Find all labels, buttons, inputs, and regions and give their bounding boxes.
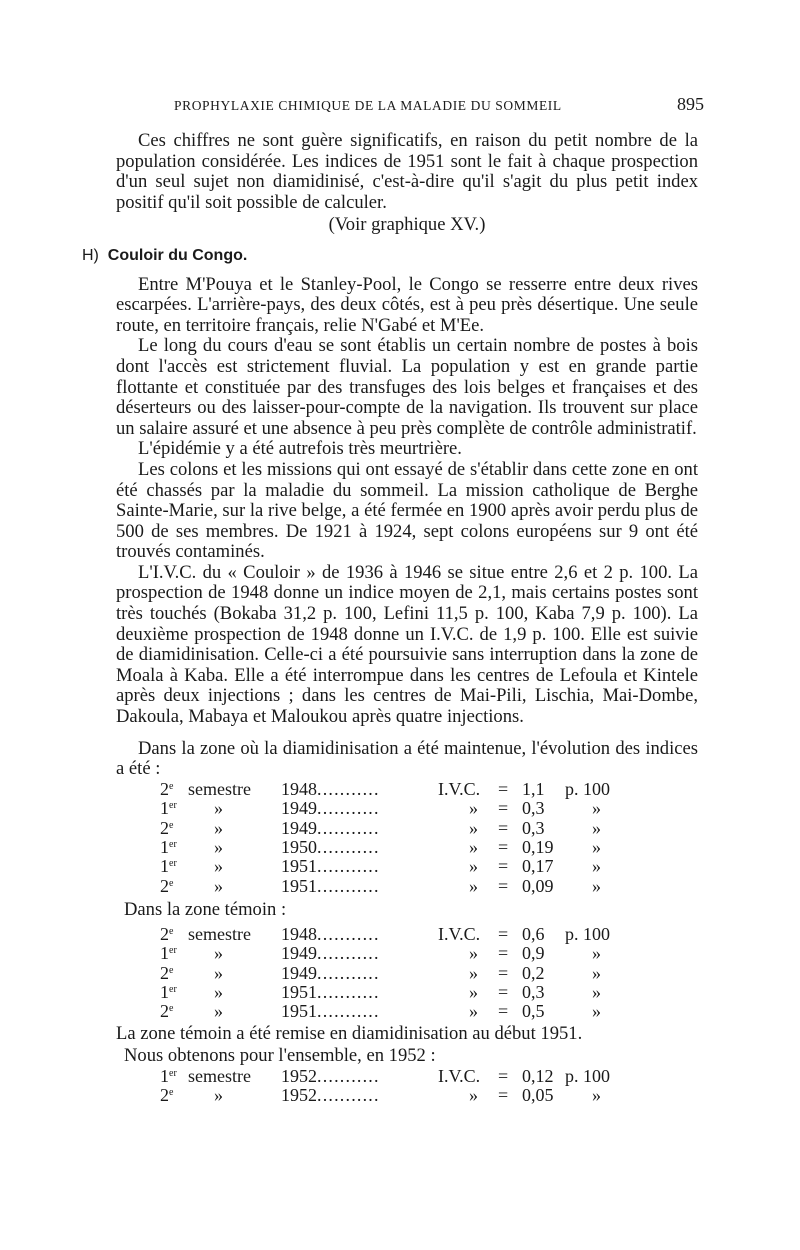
cell-unit: »	[592, 817, 601, 838]
cell-indicator: »	[469, 981, 478, 1002]
leader-dots: ...........	[317, 875, 380, 896]
cell-unit: »	[592, 875, 601, 896]
paragraph: Le long du cours d'eau se sont établis un certain nombre de postes à bois dont l'accès est strictement fluvial. La population y est en grande partie flottante et constituée par des transfuges des lois belges et françaises et des déserteurs ou des laisser-pour-compte de la navigation. Ils trouvent sur place un salaire assuré et une absence à peu près complète de contrôle administratif.	[116, 335, 698, 439]
cell-year	[281, 1086, 380, 1105]
paragraph: L'épidémie y a été autrefois très meurtrière.	[138, 438, 462, 460]
cell-indicator: »	[469, 817, 478, 838]
cell-value: 0,09	[522, 875, 554, 896]
year-value: 1949	[281, 817, 317, 838]
cell-indicator: »	[469, 1085, 478, 1106]
cell-indicator: »	[469, 798, 478, 819]
cell-year	[281, 838, 380, 857]
leader-dots: ...........	[317, 798, 380, 819]
cell-ordinal	[160, 964, 173, 983]
leader-dots: ...........	[317, 943, 380, 964]
cell-ordinal	[160, 944, 177, 963]
cell-year	[281, 925, 380, 944]
table-row	[116, 1002, 698, 1021]
cell-value: 0,9	[522, 943, 545, 964]
paragraph: L'I.V.C. du « Couloir » de 1936 à 1946 se situe entre 2,6 et 2 p. 100. La prospection de 1948 donne un indice moyen de 2,1, mais certains postes sont très touchés (Bokaba 31,2 p. 100, Lefini 11,5 p. 100, Kaba 7,9 p. 100). La deuxième prospection de 1948 donne un I.V.C. de 1,9 p. 100. Elle est suivie de diamidinisation. Celle-ci a été poursuivie sans interruption dans la zone de Moala à Kaba. Elle a été interrompue dans les centres de Lefoula et Kintele après deux injections ; dans les centres de Mai-Pili, Lischia, Mai-Dombe, Dakoula, Mabaya et Maloukou après quatre injections.	[116, 561, 698, 728]
year-value: 1952	[281, 1065, 317, 1086]
cell-semester: »	[214, 981, 223, 1002]
paragraph: Entre M'Pouya et le Stanley-Pool, le Congo se resserre entre deux rives escarpées. L'arrière-pays, des deux côtés, est à peu près désertique. Une seule route, en territoire français, relie N'Gabé et M'Ee.	[116, 273, 698, 336]
cell-unit: »	[592, 1001, 601, 1022]
running-title: PROPHYLAXIE CHIMIQUE DE LA MALADIE DU SOMMEIL	[174, 98, 562, 113]
cell-indicator: »	[469, 836, 478, 857]
ordinal-number: 1	[160, 798, 169, 819]
cell-ordinal	[160, 799, 177, 818]
ordinal-suffix: e	[169, 964, 174, 976]
cell-year	[281, 780, 380, 799]
cell-unit: »	[592, 798, 601, 819]
table-control-zone	[116, 925, 698, 1022]
ordinal-suffix: er	[169, 858, 177, 870]
ordinal-suffix: er	[169, 838, 177, 850]
cell-indicator: »	[469, 856, 478, 877]
cell-year	[281, 944, 380, 963]
cell-unit: p. 100	[565, 1065, 610, 1086]
cell-semester: »	[214, 856, 223, 877]
cell-ordinal	[160, 1002, 173, 1021]
year-value: 1949	[281, 798, 317, 819]
cell-unit: »	[592, 981, 601, 1002]
ordinal-number: 2	[160, 923, 169, 944]
year-value: 1951	[281, 1001, 317, 1022]
cell-equals: =	[498, 875, 509, 896]
cell-semester: »	[214, 817, 223, 838]
page-number: 895	[677, 94, 704, 114]
cell-equals: =	[498, 856, 509, 877]
paragraph: Les colons et les missions qui ont essayé de s'établir dans cette zone en ont été chassés par la maladie du sommeil. La mission catholique de Berghe Sainte-Marie, sur la rive belge, a été fermée en 1900 après avoir perdu plus de 500 de ses membres. De 1921 à 1924, sept colons européens sur 9 ont été trouvés contaminés.	[116, 458, 698, 563]
section-title: Couloir du Congo.	[107, 246, 248, 264]
cell-year	[281, 964, 380, 983]
ordinal-number: 2	[160, 962, 169, 983]
ordinal-number: 1	[160, 836, 169, 857]
ordinal-suffix: er	[169, 1067, 177, 1079]
cell-year	[281, 857, 380, 876]
leader-dots: ...........	[317, 836, 380, 857]
cell-year	[281, 799, 380, 818]
ordinal-number: 2	[160, 778, 169, 799]
ordinal-number: 1	[160, 943, 169, 964]
table-row	[116, 877, 698, 896]
table-row	[116, 819, 698, 838]
year-value: 1952	[281, 1085, 317, 1106]
cell-equals: =	[498, 1085, 509, 1106]
table-row	[116, 964, 698, 983]
cell-ordinal	[160, 780, 173, 799]
ordinal-suffix: er	[169, 945, 177, 957]
leader-dots: ...........	[317, 778, 380, 799]
cell-indicator: »	[469, 875, 478, 896]
cell-equals: =	[498, 1001, 509, 1022]
cell-indicator: I.V.C.	[438, 778, 481, 799]
year-value: 1951	[281, 875, 317, 896]
paragraph: Dans la zone où la diamidinisation a été maintenue, l'évolution des indices a été :	[116, 737, 698, 780]
table-maintained-zone	[116, 780, 698, 896]
ordinal-number: 2	[160, 817, 169, 838]
cell-ordinal	[160, 877, 173, 896]
cell-indicator: »	[469, 943, 478, 964]
cell-ordinal	[160, 1086, 173, 1105]
cell-value: 0,12	[522, 1065, 554, 1086]
ordinal-suffix: er	[169, 800, 177, 812]
cell-value: 0,17	[522, 856, 554, 877]
cell-value: 0,3	[522, 817, 545, 838]
year-value: 1949	[281, 943, 317, 964]
cell-equals: =	[498, 1065, 509, 1086]
cell-year	[281, 983, 380, 1002]
table-row	[116, 1086, 698, 1105]
leader-dots: ...........	[317, 1065, 380, 1086]
cell-semester: »	[214, 875, 223, 896]
cell-indicator: I.V.C.	[438, 923, 481, 944]
cell-unit: »	[592, 962, 601, 983]
ordinal-suffix: e	[169, 780, 174, 792]
cell-indicator: »	[469, 1001, 478, 1022]
cell-equals: =	[498, 817, 509, 838]
label-control-zone: Dans la zone témoin :	[124, 899, 287, 921]
cell-value: 0,2	[522, 962, 545, 983]
cell-semester: »	[214, 1001, 223, 1022]
leader-dots: ...........	[317, 981, 380, 1002]
table-row	[116, 944, 698, 963]
year-value: 1951	[281, 856, 317, 877]
cell-unit: »	[592, 943, 601, 964]
cell-year	[281, 877, 380, 896]
ordinal-number: 2	[160, 1085, 169, 1106]
cell-unit: p. 100	[565, 923, 610, 944]
cell-ordinal	[160, 838, 177, 857]
ordinal-suffix: e	[169, 925, 174, 937]
paragraph-intro: Ces chiffres ne sont guère significatifs, en raison du petit nombre de la population considérée. Les indices de 1951 sont le fait à chaque prospection d'un seul sujet non diamidinisé, c'est-à-dire qu'il s'agit du plus petit index positif qu'il soit possible de calculer.	[116, 130, 698, 213]
cell-semester: »	[214, 943, 223, 964]
cell-equals: =	[498, 923, 509, 944]
table-row	[116, 1067, 698, 1086]
cell-unit: »	[592, 1085, 601, 1106]
cell-indicator: I.V.C.	[438, 1065, 481, 1086]
ordinal-suffix: er	[169, 983, 177, 995]
cell-equals: =	[498, 836, 509, 857]
cell-value: 0,05	[522, 1085, 554, 1106]
table-row	[116, 780, 698, 799]
line-control-resumed: La zone témoin a été remise en diamidinisation au début 1951.	[116, 1022, 583, 1044]
cell-semester: semestre	[188, 923, 251, 944]
cell-equals: =	[498, 962, 509, 983]
table-row	[116, 925, 698, 944]
cell-ordinal	[160, 1067, 177, 1086]
ordinal-number: 1	[160, 856, 169, 877]
table-overall	[116, 1067, 698, 1106]
ordinal-number: 1	[160, 1065, 169, 1086]
cell-year	[281, 819, 380, 838]
year-value: 1950	[281, 836, 317, 857]
table-row	[116, 838, 698, 857]
cell-unit: »	[592, 836, 601, 857]
cell-value: 1,1	[522, 778, 545, 799]
ordinal-suffix: e	[169, 819, 174, 831]
leader-dots: ...........	[317, 962, 380, 983]
table-row	[116, 799, 698, 818]
line-overall: Nous obtenons pour l'ensemble, en 1952 :	[124, 1045, 436, 1067]
cell-ordinal	[160, 857, 177, 876]
cell-semester: »	[214, 1085, 223, 1106]
ordinal-suffix: e	[169, 1003, 174, 1015]
cell-semester: »	[214, 962, 223, 983]
cell-unit: p. 100	[565, 778, 610, 799]
year-value: 1948	[281, 923, 317, 944]
cell-value: 0,19	[522, 836, 554, 857]
leader-dots: ...........	[317, 923, 380, 944]
cell-semester: »	[214, 798, 223, 819]
year-value: 1949	[281, 962, 317, 983]
cell-ordinal	[160, 983, 177, 1002]
cell-year	[281, 1067, 380, 1086]
cell-equals: =	[498, 798, 509, 819]
section-letter: H)	[82, 246, 99, 264]
cell-year	[281, 1002, 380, 1021]
cell-value: 0,3	[522, 798, 545, 819]
ordinal-suffix: e	[169, 1087, 174, 1099]
cell-equals: =	[498, 943, 509, 964]
cell-semester: semestre	[188, 778, 251, 799]
page-body	[82, 130, 698, 1106]
graph-reference: (Voir graphique XV.)	[328, 214, 486, 236]
cell-value: 0,3	[522, 981, 545, 1002]
cell-semester: »	[214, 836, 223, 857]
cell-value: 0,5	[522, 1001, 545, 1022]
ordinal-suffix: e	[169, 877, 174, 889]
cell-value: 0,6	[522, 923, 545, 944]
cell-ordinal	[160, 819, 173, 838]
cell-ordinal	[160, 925, 173, 944]
ordinal-number: 2	[160, 1001, 169, 1022]
table-row	[116, 983, 698, 1002]
section-heading	[82, 246, 698, 267]
leader-dots: ...........	[317, 817, 380, 838]
cell-unit: »	[592, 856, 601, 877]
cell-indicator: »	[469, 962, 478, 983]
leader-dots: ...........	[317, 856, 380, 877]
cell-equals: =	[498, 981, 509, 1002]
year-value: 1951	[281, 981, 317, 1002]
cell-semester: semestre	[188, 1065, 251, 1086]
ordinal-number: 2	[160, 875, 169, 896]
year-value: 1948	[281, 778, 317, 799]
leader-dots: ...........	[317, 1001, 380, 1022]
ordinal-number: 1	[160, 981, 169, 1002]
cell-equals: =	[498, 778, 509, 799]
leader-dots: ...........	[317, 1085, 380, 1106]
table-row	[116, 857, 698, 876]
